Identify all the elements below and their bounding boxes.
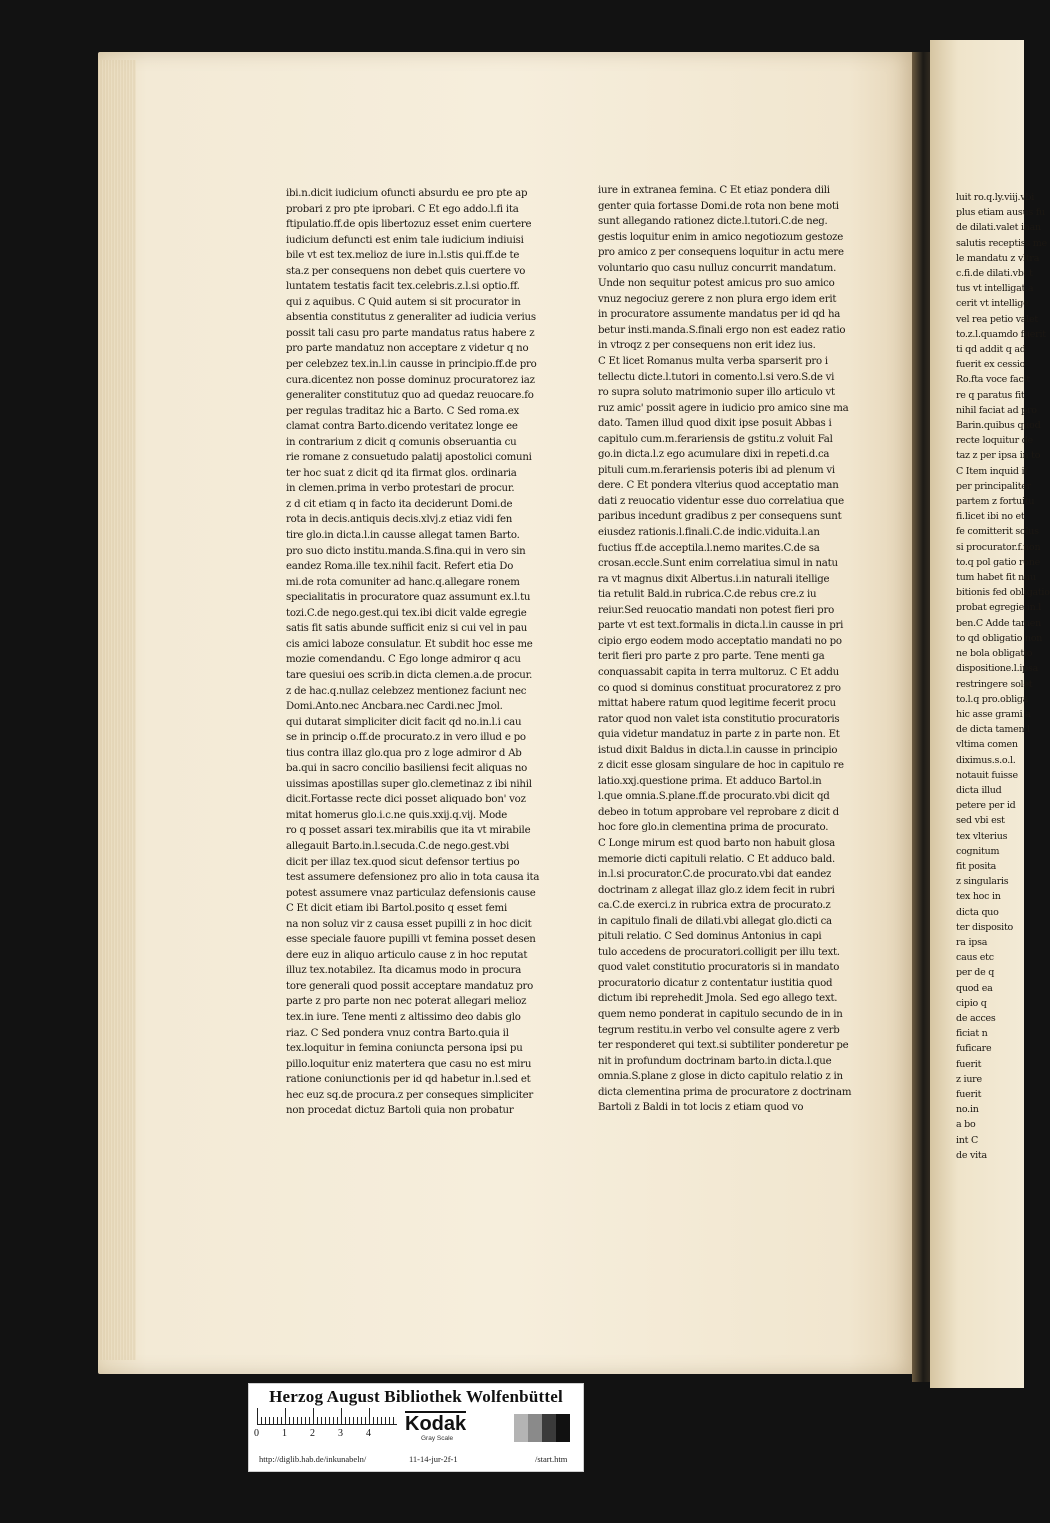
text-line: plus etiam ausus fu xyxy=(956,207,1045,219)
text-line: ra ipsa xyxy=(956,936,988,948)
text-line: dato. Tamen illud quod dixit ipse posuit Abbas i xyxy=(598,417,832,430)
text-line: memorie dicti capituli relatio. C Et adduco bald. xyxy=(598,852,835,865)
gray-scale-label: Gray Scale xyxy=(421,1435,454,1442)
text-line: vltima comen xyxy=(956,739,1018,751)
text-line: pro parte mandatuz non acceptare z videtur q no xyxy=(286,342,529,355)
text-line: partem z fortuitu xyxy=(956,496,1035,508)
shelfmark: 11-14-jur-2f-1 xyxy=(409,1454,458,1464)
text-line: ficiat n xyxy=(956,1028,988,1040)
text-line: crosan.eccle.Sunt enim correlatiua simul in natu xyxy=(598,557,838,570)
text-line: per celebzez tex.in.l.in causse in principio.ff.de pro xyxy=(286,358,537,371)
text-line: Ro.fta voce facit xyxy=(956,374,1030,386)
text-line: sta.z per consequens non debet quis cuertere vo xyxy=(286,264,526,277)
text-line: satis fit satis abunde sufficit eniz si cui vel in pau xyxy=(286,622,528,635)
text-line: mitat homerus glo.i.c.ne quis.xxij.q.vij. Mode xyxy=(286,808,508,821)
text-line: tum habet fit nuu xyxy=(956,572,1036,584)
text-line: omnia.S.plane z glose in dicto capitulo relatio z in xyxy=(598,1070,843,1083)
text-line: fuerit xyxy=(956,1088,982,1100)
left-text-column xyxy=(286,186,553,1119)
text-line: restringere solet xyxy=(956,678,1033,690)
text-line: eandez Roma.ille tex.nihil facit. Refert etia Do xyxy=(286,560,514,573)
text-line: specialitatis in procuratore quaz assumunt ex.l.tu xyxy=(286,591,531,604)
text-line: tius contra illaz glo.qua pro z loge admiror d Ab xyxy=(286,746,522,759)
text-line: in clemen.prima in verbo protestari de procur. xyxy=(286,482,515,495)
text-line: pituli relatio. C Sed dominus Antonius in capi xyxy=(598,930,822,943)
text-line: z de hac.q.nullaz celebzez mentionez faciunt nec xyxy=(286,684,527,697)
text-line: uissimas apostillas super glo.clemetinaz z ibi nihil xyxy=(286,777,532,790)
text-line: generaliter constitutuz quo ad quedaz reuocare.fo xyxy=(286,389,534,402)
color-target-card xyxy=(248,1383,584,1472)
text-line: quia videtur mandatuz in parte z in parte non. Et xyxy=(598,728,840,741)
text-line: voluntario quo casu nulluz concurrit mandatum. xyxy=(598,261,837,274)
text-line: c.fi.de dilati.vbi t xyxy=(956,268,1033,280)
text-line: terit fieri pro parte z pro parte. Tene menti ga xyxy=(598,650,825,663)
facing-page-text-column xyxy=(956,190,1050,1163)
text-line: dicta clementina prima de procuratore z doctrinam xyxy=(598,1085,852,1098)
text-line: nit in profundum doctrinam barto.in dicta.l.que xyxy=(598,1054,832,1067)
page-edges xyxy=(98,60,136,1360)
text-line: dicit per illaz tex.quod sicut defensor tertius po xyxy=(286,855,520,868)
text-line: tire glo.in dicta.l.in causse allegat tamen Barto. xyxy=(286,529,520,542)
text-line: ratione coniunctionis per id qd habetur in.l.sed et xyxy=(286,1073,531,1086)
text-line: de dilati.valet inan xyxy=(956,222,1041,234)
text-line: luntatem testatis facit tex.celebris.z.l.si optio.ff. xyxy=(286,280,520,293)
text-line: paribus incedunt gradibus z per consequens sunt xyxy=(598,510,842,523)
ruler-number: 2 xyxy=(310,1428,315,1439)
text-line: iure in extranea femina. C Et etiaz pondera dili xyxy=(598,184,830,196)
text-line: Bartoli z Baldi in tot locis z etiam quod vo xyxy=(598,1101,804,1114)
ruler-number: 0 xyxy=(254,1428,259,1439)
text-line: in contrarium z dicit q comunis obseruantia cu xyxy=(286,435,517,448)
text-line: taz z per ipsa in to xyxy=(956,450,1041,462)
text-line: to.z.l.quamdo fuerit xyxy=(956,328,1046,340)
text-line: per de q xyxy=(956,967,995,979)
text-line: esse speciale fauore pupilli vt femina posset desen xyxy=(286,933,536,946)
text-line: z dicit esse glosam singulare de hoc in capitulo re xyxy=(598,759,844,772)
gray-patch xyxy=(528,1414,542,1442)
ruler-number: 4 xyxy=(366,1428,371,1439)
text-line: z iure xyxy=(956,1073,982,1085)
text-line: non procedat dictuz Bartoli quia non probatur xyxy=(286,1104,514,1117)
gray-patch xyxy=(542,1414,556,1442)
text-line: ftipulatio.ff.de opis libertozuz esset enim cuertere xyxy=(286,218,532,231)
text-line: ter disposito xyxy=(956,921,1013,933)
text-line: ba.qui in sacro concilio basiliensi fecit aliquas no xyxy=(286,762,528,775)
text-line: hec euz sq.de procura.z per conseques simpliciter xyxy=(286,1088,534,1101)
text-line: Barin.quibus quod xyxy=(956,420,1041,432)
text-line: no.in xyxy=(956,1104,979,1116)
text-line: istud dixit Baldus in dicta.l.in causse in principio xyxy=(598,743,838,756)
text-line: ne bola obligatio xyxy=(956,648,1033,660)
text-line: ibi.n.dicit iudicium ofuncti absurdu ee pro pte ap xyxy=(286,187,528,199)
text-line: conquassabit capita in terra multoruz. C Et addu xyxy=(598,665,839,678)
text-line: dere euz in aliquo articulo cause z in hoc reputat xyxy=(286,948,528,961)
text-line: possit tali casu pro parte mandatus ratus habere z xyxy=(286,326,535,339)
text-line: clamat contra Barto.dicendo veritatez longe ee xyxy=(286,420,518,433)
text-line: ter responderet qui text.si subtiliter ponderetur pe xyxy=(598,1039,849,1052)
text-line: petere per id xyxy=(956,800,1016,812)
text-line: ro q posset assari tex.mirabilis que ita vt mirabile xyxy=(286,824,531,837)
text-line: rie romane z consuetudo palatij apostolici comuni xyxy=(286,451,532,464)
text-line: luit ro.q.ly.viij.vbi xyxy=(956,192,1035,203)
text-line: to.l.q pro.obliga xyxy=(956,693,1029,705)
text-line: le mandatu z vltra xyxy=(956,252,1040,264)
text-line: z d cit etiam q in facto ita deciderunt Domi.de xyxy=(286,497,513,510)
ruler-number: 3 xyxy=(338,1428,343,1439)
text-line: dati z reuocatio videntur esse duo correlatiua que xyxy=(598,494,844,507)
text-line: Domi.Anto.nec Ancbara.nec Cardi.nec Jmol. xyxy=(286,700,503,713)
gray-patch xyxy=(556,1414,570,1442)
text-line: na non soluz vir z causa esset pupilli z in hoc dicit xyxy=(286,917,532,930)
text-line: to.q pol gatio rone xyxy=(956,556,1040,568)
text-line: dispositione.l.ipsa xyxy=(956,663,1039,675)
gray-patch xyxy=(514,1414,528,1442)
text-line: mozie comendandu. C Ego longe admiror q acu xyxy=(286,653,521,666)
text-line: tex.loquitur in femina coniuncta persona ipsi pu xyxy=(286,1042,523,1055)
text-line: vnuz negociuz gerere z non plura ergo idem erit xyxy=(598,292,837,305)
text-line: to qd obligatio non xyxy=(956,632,1043,644)
text-line: rator quod non valet ista constitutio procuratoris xyxy=(598,712,840,725)
text-line: tare quesiui oes scrib.in dicta clemen.a.de procur. xyxy=(286,668,533,681)
text-line: hic asse grami a xyxy=(956,708,1031,720)
text-line: nihil faciat ad pro xyxy=(956,404,1037,416)
ruler-number: 1 xyxy=(282,1428,287,1439)
text-line: in capitulo finali de dilati.vbi allegat glo.dicti ca xyxy=(598,914,832,927)
text-line: quod valet constitutio procuratoris si in mandato xyxy=(598,961,840,974)
text-line: bile vt est tex.melioz de iure in.l.stis qui.ff.de te xyxy=(286,249,520,262)
text-line: bitionis fed obligatio xyxy=(956,587,1050,599)
text-line: ca.C.de exerci.z in rubrica extra de procurato.z xyxy=(598,899,831,912)
text-line: de vita xyxy=(956,1149,987,1161)
text-line: capitulo cum.m.ferariensis de gstitu.z voluit Fal xyxy=(598,432,833,445)
text-line: tia retulit Bald.in rubrica.C.de rebus cre.z iu xyxy=(598,588,817,601)
text-line: si procurator.f.non xyxy=(956,541,1041,553)
text-line: tozi.C.de nego.gest.qui tex.ibi dicit valde egregie xyxy=(286,606,527,619)
text-line: probat egregie in.l xyxy=(956,602,1042,614)
text-line: int C xyxy=(956,1134,979,1146)
text-line: cis amici laboze consulatur. Et subdit hoc esse me xyxy=(286,637,533,650)
text-line: allegauit Barto.in.l.secuda.C.de nego.gest.vbi xyxy=(286,839,510,852)
text-line: in vtroqz z per consequens non erit idez ius. xyxy=(598,339,816,352)
text-line: genter quia fortasse Domi.de rota non bene moti xyxy=(598,199,839,212)
text-line: quod ea xyxy=(956,982,993,994)
text-line: qui dutarat simpliciter dicit facit qd no.in.l.i cau xyxy=(286,715,522,728)
text-line: tex hoc in xyxy=(956,891,1001,903)
text-line: mi.de rota comuniter ad hanc.q.allegare ronem xyxy=(286,575,520,588)
text-line: pro suo dicto institu.manda.S.fina.qui in vero sin xyxy=(286,544,526,557)
text-line: recte loquitur de xyxy=(956,435,1033,447)
text-line: in procuratore assumente mandatus per id qd ha xyxy=(598,308,841,321)
text-line: ti qd addit q ad xyxy=(956,344,1026,356)
text-line: de dicta tamen.l xyxy=(956,724,1030,736)
text-line: dicta illud xyxy=(956,784,1002,796)
start-path: /start.htm xyxy=(535,1454,568,1464)
text-line: parte z pro parte non nec poterat allegari melioz xyxy=(286,995,527,1008)
text-line: ra vt magnus dixit Albertus.i.in naturali itellige xyxy=(598,572,830,585)
text-line: hoc fore glo.in clementina prima de procurato. xyxy=(598,821,829,834)
text-line: iudicium defuncti est enim tale iudicium indiuisi xyxy=(286,233,524,246)
text-line: fuerit ex cessio xyxy=(956,359,1026,371)
text-line: illuz tex.notabilez. Ita dicamus modo in procura xyxy=(286,964,522,977)
text-line: dicta quo xyxy=(956,906,999,918)
text-line: de acces xyxy=(956,1012,996,1024)
text-line: betur insti.manda.S.finali ergo non est eadez ratio xyxy=(598,323,846,336)
text-line: C Longe mirum est quod barto non habuit glosa xyxy=(598,836,835,849)
text-line: reiur.Sed reuocatio mandati non potest fieri pro xyxy=(598,603,834,616)
kodak-logo: Kodak xyxy=(405,1413,467,1435)
text-line: pituli cum.m.ferariensis poteris ibi ad plenum vi xyxy=(598,463,835,476)
text-line: quem nemo ponderat in capitulo secundo de in in xyxy=(598,1007,843,1020)
text-line: se in princip o.ff.de procurato.z in vero illud e po xyxy=(286,731,526,744)
text-line: ruz amic' possit agere in iudicio pro amico sine ma xyxy=(598,401,849,414)
text-line: go.in dicta.l.z ego acumulare dixi in repeti.d.ca xyxy=(598,448,830,461)
right-text-column xyxy=(598,183,877,1116)
text-line: vel rea petio valet xyxy=(956,313,1038,325)
text-line: latio.xxj.questione prima. Et adduco Bartol.in xyxy=(598,774,822,787)
gray-patches xyxy=(514,1414,570,1442)
text-line: dicit.Fortasse recte dici posset aliquado bon' voz xyxy=(286,793,526,806)
target-footer xyxy=(249,1454,583,1468)
text-line: Unde non sequitur potest amicus pro suo amico xyxy=(598,277,835,290)
text-line: riaz. C Sed pondera vnuz contra Barto.quia il xyxy=(286,1026,509,1039)
text-line: tegrum restitu.in verbo vel consulte agere z verb xyxy=(598,1023,840,1036)
text-line: C Et licet Romanus multa verba sparserit pro i xyxy=(598,355,828,368)
text-line: cognitum xyxy=(956,845,1000,857)
text-line: parte vt est text.formalis in dicta.l.in causse in pri xyxy=(598,619,844,632)
text-line: qui z aquibus. C Quid autem si sit procurator in xyxy=(286,295,521,308)
text-line: fe comitterit solus xyxy=(956,526,1039,538)
text-line: cipio ergo eodem modo acceptatio mandati no po xyxy=(598,634,842,647)
text-line: tus vt intelligat.a xyxy=(956,283,1034,295)
text-line: tex.in iure. Tene menti z altissimo deo dabis glo xyxy=(286,1010,521,1023)
text-line: ben.C Adde tamen xyxy=(956,617,1042,629)
text-line: debeo in totum approbare vel reprobare z dicit d xyxy=(598,805,839,818)
text-line: sed vbi est xyxy=(956,815,1005,827)
text-line: salutis receptiss me xyxy=(956,237,1047,249)
text-line: C Et dicit etiam ibi Bartol.posito q esset femi xyxy=(286,902,507,915)
text-line: ro supra soluto matrimonio super illo articulo vt xyxy=(598,386,835,399)
text-line: fuctius ff.de acceptila.l.nemo marites.C.de sa xyxy=(598,541,820,554)
text-line: ter hoc suat z dicit qd ita firmat glos. ordinaria xyxy=(286,466,517,479)
text-line: per principaliter xyxy=(956,480,1031,492)
text-line: fuerit xyxy=(956,1058,982,1070)
text-line: pillo.loquitur eniz matertera que casu no est miru xyxy=(286,1057,532,1070)
text-line: potest assumere vnaz particulaz defensionis cause xyxy=(286,886,536,899)
library-url: http://diglib.hab.de/inkunabeln/ xyxy=(259,1454,367,1464)
text-line: probari z pro pte iprobari. C Et ego addo.l.fi ita xyxy=(286,202,519,215)
text-line: z singularis xyxy=(956,876,1009,888)
text-line: diximus.s.o.l. xyxy=(956,754,1016,766)
text-line: mittat habere ratum quod legitime fecerit procu xyxy=(598,697,836,710)
text-line: procuratorio dicatur z contentatur iustitia quod xyxy=(598,976,833,989)
text-line: absentia constitutus z generaliter ad iudicia verius xyxy=(286,311,536,324)
text-line: cura.dicentez non posse dominuz procuratorez iaz xyxy=(286,373,535,386)
text-line: tulo accedens de procuratori.colligit per illu text. xyxy=(598,945,840,958)
text-line: notauit fuisse xyxy=(956,769,1018,781)
text-line: sunt allegando rationez dicte.l.tutori.C.de neg. xyxy=(598,215,828,228)
text-line: C Item inquid if xyxy=(956,465,1028,477)
text-line: doctrinam z allegat illaz glo.z idem fecit in rubri xyxy=(598,883,835,896)
text-line: in.l.si procurator.C.de procurato.vbi dat eandez xyxy=(598,868,832,881)
text-line: a bo xyxy=(956,1119,976,1131)
text-line: fit posita xyxy=(956,860,997,872)
text-line: per regulas traditaz hic a Barto. C Sed roma.ex xyxy=(286,404,519,417)
text-line: eiusdez rationis.l.finali.C.de indic.viduita.l.an xyxy=(598,526,820,539)
text-line: cipio q xyxy=(956,997,987,1009)
text-line: re q paratus fit xyxy=(956,389,1025,401)
text-line: dere. C Et pondera vlterius quod acceptatio man xyxy=(598,479,839,492)
text-line: fi.licet ibi no et xyxy=(956,511,1025,523)
text-line: caus etc xyxy=(956,952,994,964)
text-line: test assumere defensionez pro alio in tota causa ita xyxy=(286,871,540,884)
text-line: dictum ibi reprehedit Jmola. Sed ego allego text. xyxy=(598,992,838,1005)
text-line: l.que omnia.S.plane.ff.de procurato.vbi dicit qd xyxy=(598,790,830,803)
text-line: pro amico z per consequens loquitur in actu mere xyxy=(598,246,844,259)
ruler-minor-ticks xyxy=(257,1412,397,1425)
text-line: fuficare xyxy=(956,1043,992,1055)
library-name: Herzog August Bibliothek Wolfenbüttel xyxy=(269,1387,563,1406)
text-line: tex vlterius xyxy=(956,830,1008,842)
text-line: rota in decis.antiquis decis.xlvj.z etiaz vidi fen xyxy=(286,513,513,526)
text-line: gestis loquitur enim in amico negotiozum gestoze xyxy=(598,230,844,243)
text-line: cerit vt intellige xyxy=(956,298,1029,310)
text-line: tore generali quod possit acceptare mandatuz pro xyxy=(286,979,534,992)
text-line: tellectu dicte.l.tutori in comento.l.si vero.S.de vi xyxy=(598,370,835,383)
text-line: co quod si dominus constituat procuratorez z pro xyxy=(598,681,841,694)
